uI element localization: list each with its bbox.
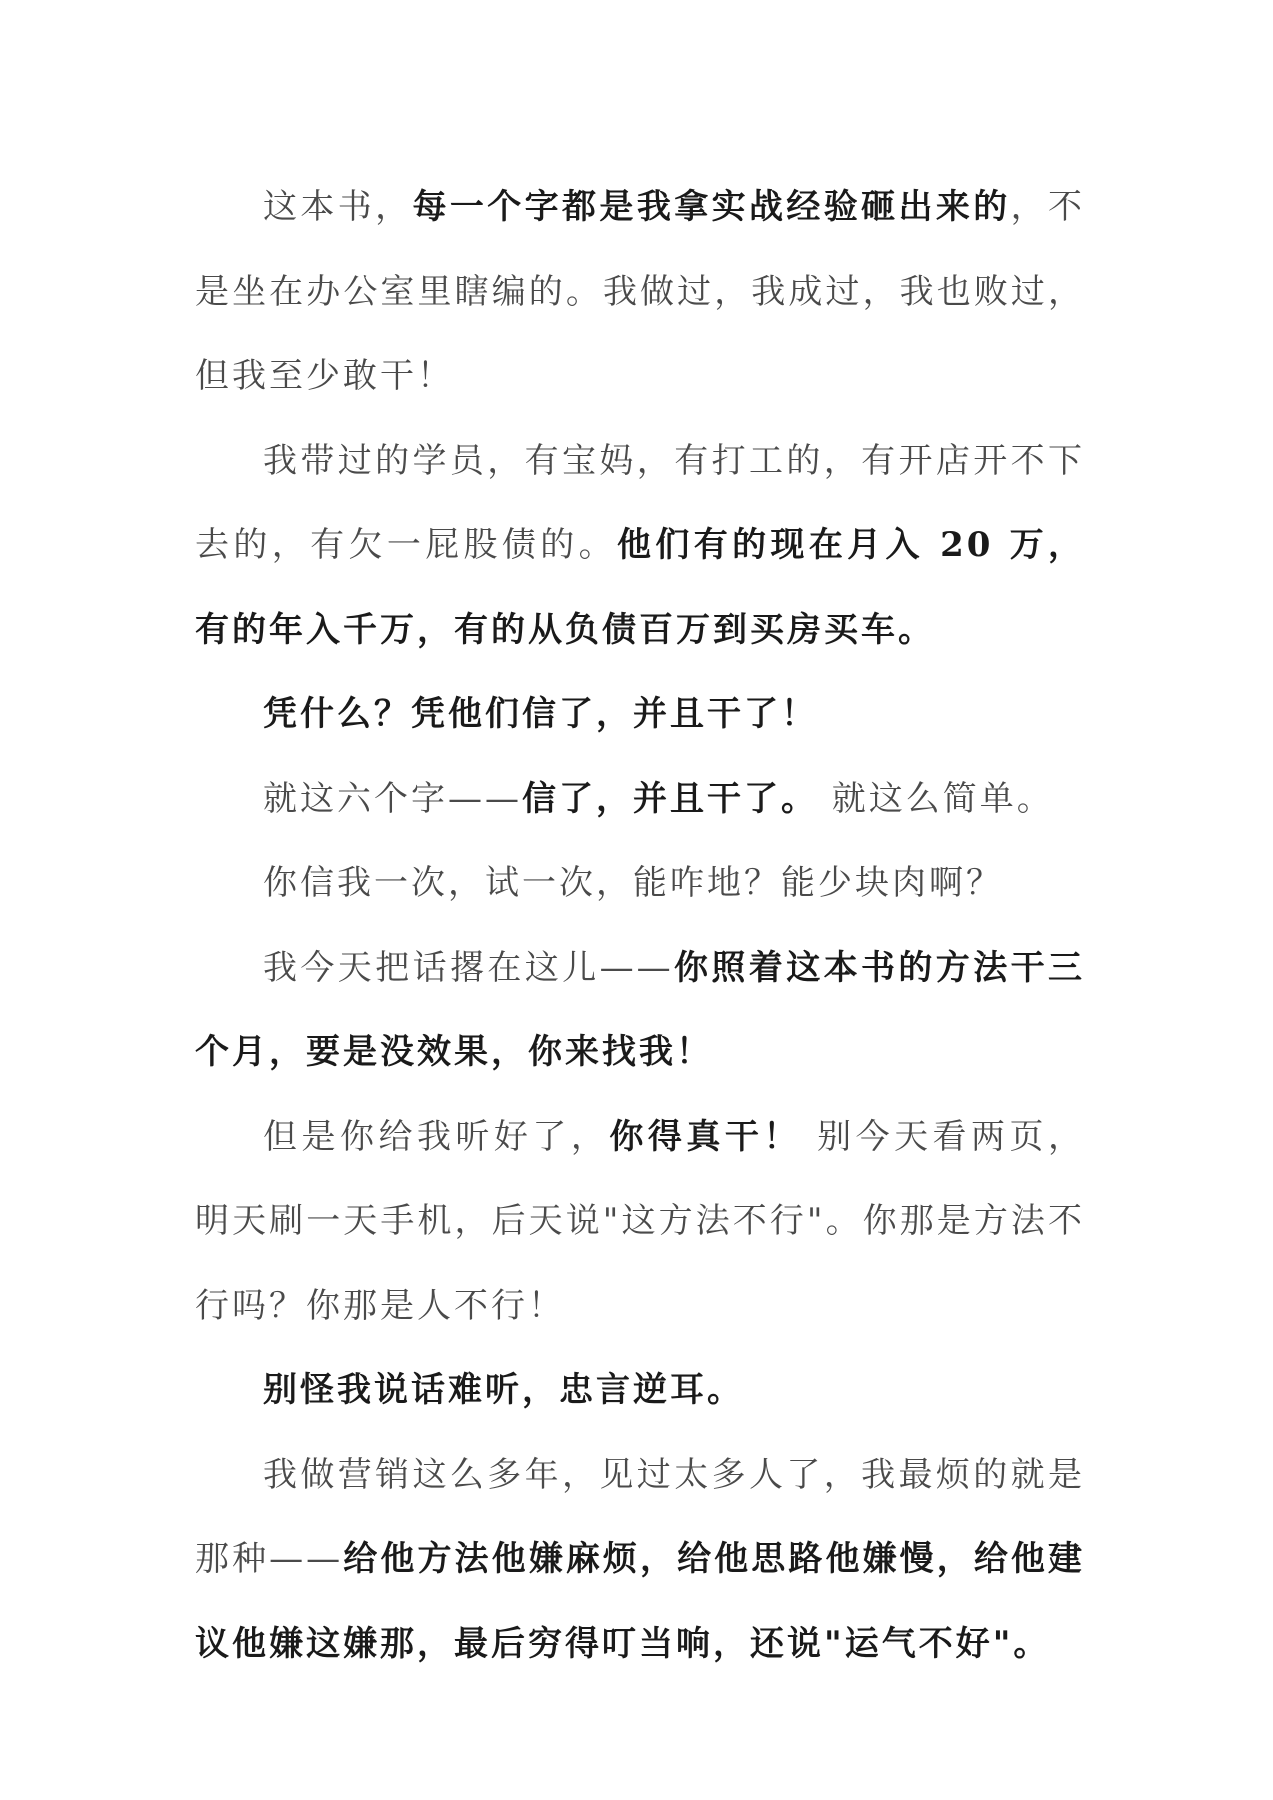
text-segment: 别今天看两页，明天刷一天手机，后天说"这方法不行"。你那是方法不行吗？你那是人不行！ [195, 1116, 1086, 1326]
paragraph [195, 165, 1085, 419]
paragraph [195, 1095, 1085, 1349]
paragraph [195, 672, 1085, 757]
text-segment: 就这六个字—— [263, 778, 522, 819]
text-segment: 就这么简单。 [818, 778, 1054, 819]
text-segment: 但是你给我听好了， [263, 1116, 610, 1157]
bold-text-segment: 每一个字都是我拿实战经验砸出来的 [412, 187, 1011, 227]
bold-text-segment: 你得真干！ [609, 1116, 802, 1157]
text-segment: 我今天把话撂在这儿—— [263, 947, 674, 988]
paragraph [195, 926, 1085, 1095]
bold-text-segment: 信了，并且干了。 [522, 778, 818, 819]
bold-text-segment: 他们有的现在月入 20 万，有的年入千万，有的从负债百万到买房买车。 [195, 525, 1085, 650]
paragraph [195, 1348, 1085, 1433]
text-segment: 我带过的学员，有宝妈，有打工的，有开店开不下去的，有欠一屁股债的。 [195, 440, 1085, 565]
bold-text-segment: 别怪我说话难听，忠言逆耳。 [263, 1370, 744, 1410]
text-segment: ，不是坐在办公室里瞎编的。我做过，我成过，我也败过，但我至少敢干！ [195, 187, 1086, 396]
text-segment: 我做营销这么多年，见过太多人了，我最烦的就是那种—— [195, 1454, 1085, 1579]
bold-text-segment: 你照着这本书的方法干三个月，要是没效果，你来找我！ [195, 947, 1086, 1072]
document-page [195, 165, 1085, 1686]
bold-text-segment: 凭什么？凭他们信了，并且干了！ [263, 694, 818, 734]
paragraph [195, 841, 1085, 926]
paragraph [195, 757, 1085, 842]
paragraph [195, 419, 1085, 673]
paragraph [195, 1433, 1085, 1687]
bold-text-segment: 给他方法他嫌麻烦，给他思路他嫌慢，给他建议他嫌这嫌那，最后穷得叮当响，还说"运气不好"。 [195, 1539, 1086, 1664]
text-segment: 这本书， [263, 187, 413, 227]
text-segment: 你信我一次，试一次，能咋地？能少块肉啊？ [263, 863, 1003, 903]
